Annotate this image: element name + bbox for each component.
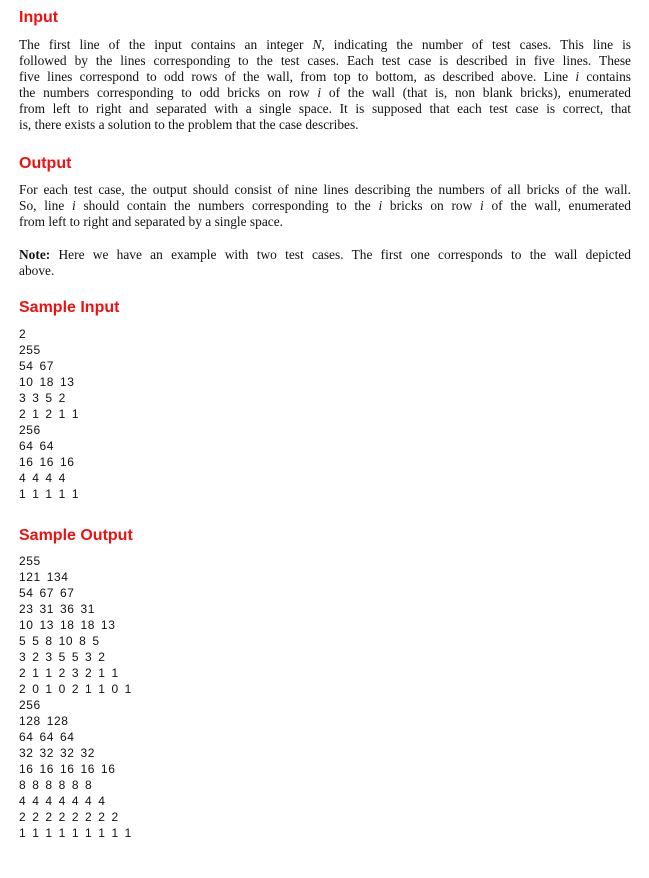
sample-output-line: 3 2 3 5 5 3 2 [19,650,106,664]
sample-input-block [19,326,79,502]
sample-output-line: 32 32 32 32 [19,746,95,760]
sample-input-line: 3 3 5 2 [19,391,66,405]
sample-input-line: 1 1 1 1 1 [19,487,80,501]
sample-output-line: 16 16 16 16 16 [19,762,116,776]
sample-output-line: 5 5 8 10 8 5 [19,634,100,648]
sample-output-line: 10 13 18 18 13 [19,618,116,632]
sample-input-line: 16 16 16 [19,455,75,469]
math-variable: i [72,198,76,213]
input-line-6: is, there exists a solution to the problem that the case describes. [19,117,359,132]
output-line-3: from left to right and separated by a single space. [19,214,284,229]
output-description [19,182,631,230]
sample-input-line: 2 1 2 1 1 [19,407,80,421]
math-variable: i [317,85,322,100]
sample-output-line: 23 31 36 31 [19,602,95,616]
sample-output-line: 64 64 64 [19,730,75,744]
sample-output-block [19,553,132,841]
sample-output-line: 121 134 [19,570,69,584]
sample-output-line: 256 [19,698,41,712]
sample-output-line: 128 128 [19,714,69,728]
note-line-1 [19,247,631,263]
math-variable: N [312,37,322,52]
sample-output-heading: Sample Output [19,527,133,544]
input-line-4: the numbers corresponding to odd bricks on row i of the wall (that is, non blank bricks), enumerated [19,85,631,100]
sample-input-line: 54 67 [19,359,55,373]
output-line-1: For each test case, the output should consist of nine lines describing the numbers of all bricks of the wall. [19,182,631,197]
sample-input-heading: Sample Input [19,299,120,316]
sample-output-line: 1 1 1 1 1 1 1 1 1 [19,826,132,840]
sample-input-line: 4 4 4 4 [19,471,66,485]
input-heading: Input [19,9,59,26]
note-label: Note: [19,247,51,262]
sample-input-line: 255 [19,343,41,357]
sample-input-line: 64 64 [19,439,55,453]
input-line-5: from left to right and separated with a single space. It is supposed that each test case is correct, that [19,101,631,116]
math-variable: i [480,198,484,213]
output-line-2: So, line i should contain the numbers corresponding to the i bricks on row i of the wall, enumerated [19,198,631,213]
input-line-1: The first line of the input contains an integer N, indicating the number of test cases. This line is [19,37,632,52]
note [19,247,631,279]
math-variable: i [575,69,580,84]
sample-output-line: 54 67 67 [19,586,75,600]
sample-output-line: 8 8 8 8 8 8 [19,778,93,792]
sample-input-line: 10 18 13 [19,375,75,389]
sample-output-line: 4 4 4 4 4 4 4 [19,794,106,808]
sample-output-line: 255 [19,554,41,568]
sample-output-line: 2 1 1 2 3 2 1 1 [19,666,119,680]
input-line-3: five lines correspond to odd rows of the wall, from top to bottom, as described above. Line i contains [19,69,631,84]
input-line-2: followed by the lines corresponding to the test cases. Each test case is described in five lines. These [19,53,631,68]
math-variable: i [378,198,383,213]
sample-input-line: 256 [19,423,41,437]
sample-input-line: 2 [19,327,27,341]
output-heading: Output [19,155,72,172]
sample-output-line: 2 2 2 2 2 2 2 2 [19,810,119,824]
note-line-2: above. [19,263,55,278]
note-text: Here we have an example with two test cases. The first one corresponds to the wall depicted [58,247,631,262]
input-description [19,37,631,133]
sample-output-line: 2 0 1 0 2 1 1 0 1 [19,682,132,696]
